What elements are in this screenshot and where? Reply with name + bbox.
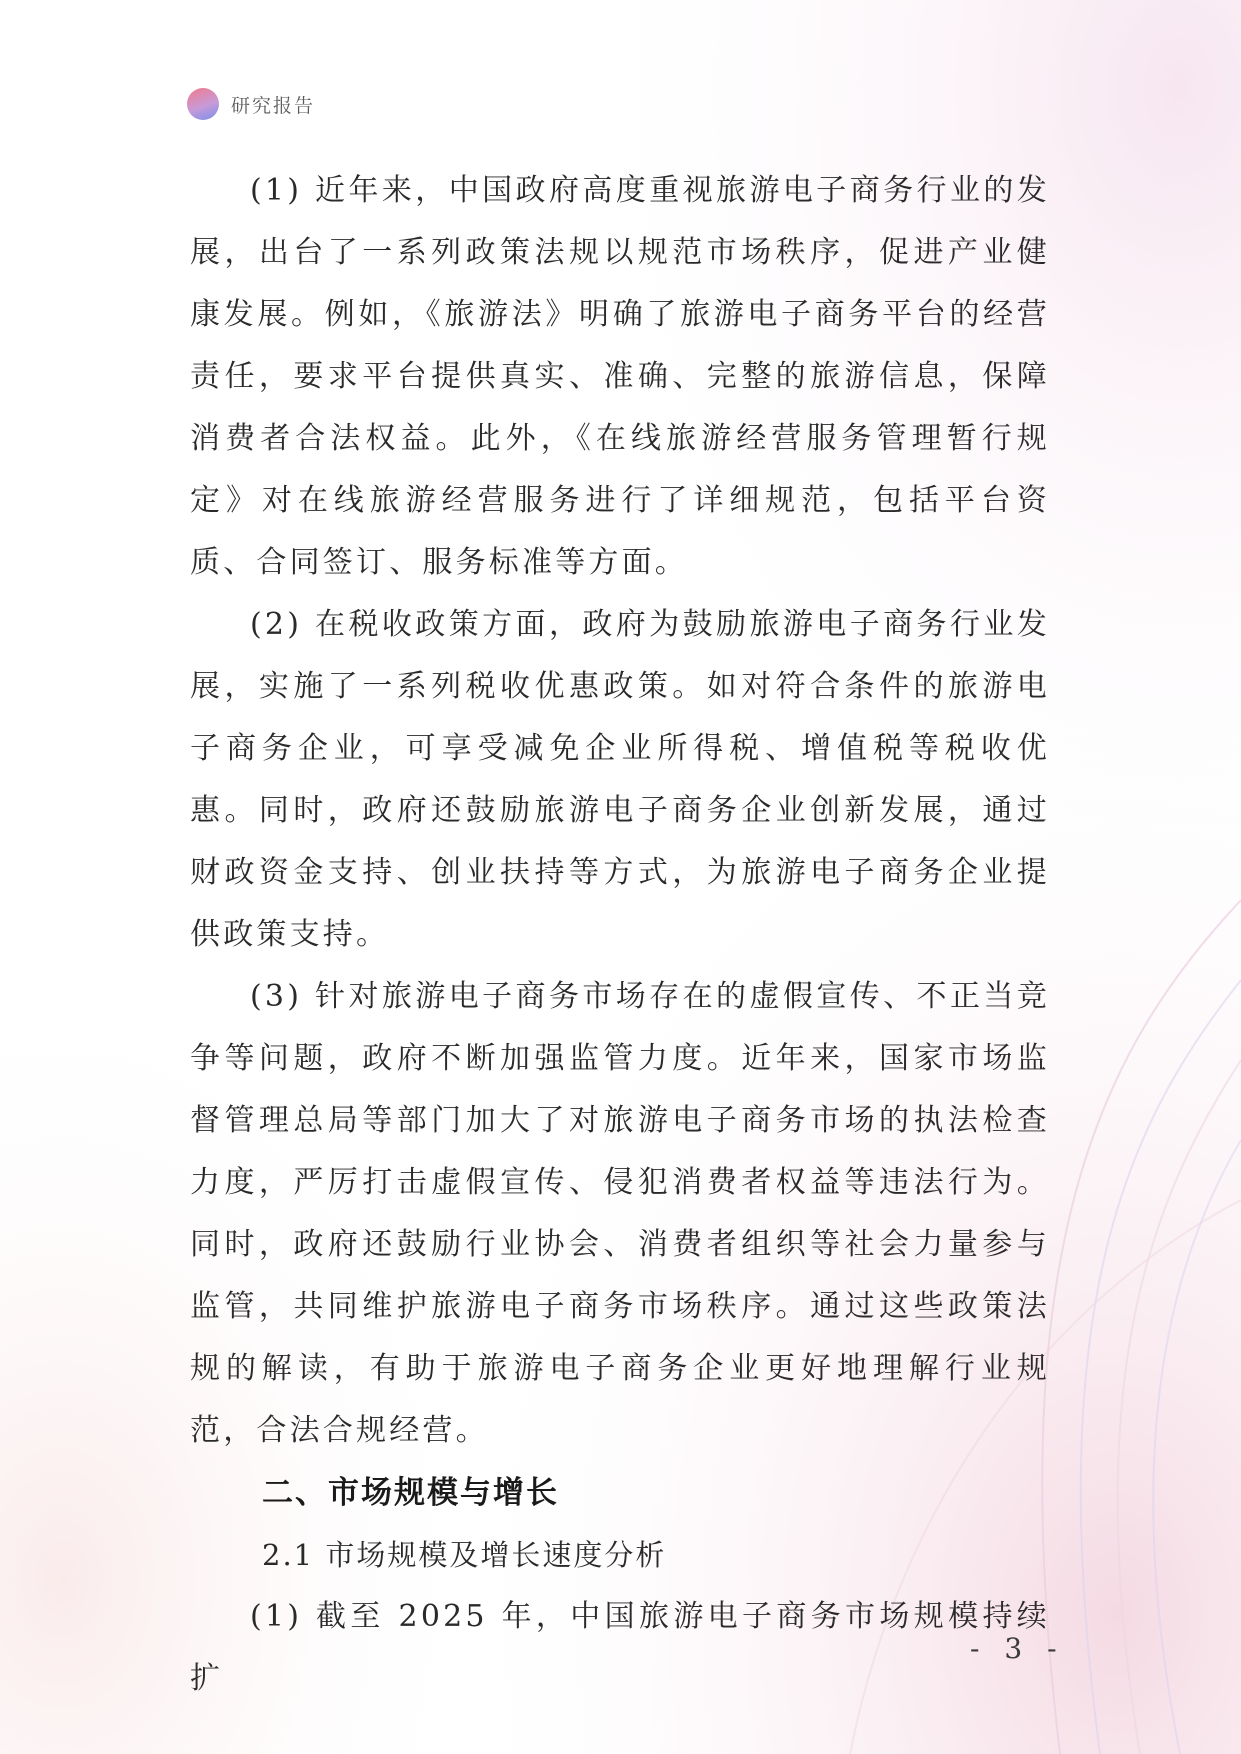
- paragraph-policy-3: (3) 针对旅游电子商务市场存在的虚假宣传、不正当竞争等问题，政府不断加强监管力度。近年来，国家市场监督管理总局等部门加大了对旅游电子商务市场的执法检查力度，严厉打击虚假宣传、侵犯消费者权益等违法行为。同时，政府还鼓励行业协会、消费者组织等社会力量参与监管，共同维护旅游电子商务市场秩序。通过这些政策法规的解读，有助于旅游电子商务企业更好地理解行业规范，合法合规经营。: [190, 979, 1050, 1448]
- page-number: - 3 -: [970, 1632, 1065, 1665]
- header-title: 研究报告: [231, 94, 316, 117]
- logo-icon: [187, 88, 219, 120]
- document-body: [190, 160, 1050, 1710]
- paragraph-market-1: (1) 截至 2025 年，中国旅游电子商务市场规模持续扩: [190, 1599, 1050, 1696]
- paragraph-policy-2: (2) 在税收政策方面，政府为鼓励旅游电子商务行业发展，实施了一系列税收优惠政策。如对符合条件的旅游电子商务企业，可享受减免企业所得税、增值税等税收优惠。同时，政府还鼓励旅游电子商务企业创新发展，通过财政资金支持、创业扶持等方式，为旅游电子商务企业提供政策支持。: [190, 607, 1050, 952]
- section-heading: 二、市场规模与增长: [262, 1475, 559, 1511]
- subsection-heading: 2.1 市场规模及增长速度分析: [262, 1538, 667, 1572]
- report-header: [187, 88, 315, 120]
- paragraph-policy-1: (1) 近年来，中国政府高度重视旅游电子商务行业的发展，出台了一系列政策法规以规范市场秩序，促进产业健康发展。例如，《旅游法》明确了旅游电子商务平台的经营责任，要求平台提供真实、准确、完整的旅游信息，保障消费者合法权益。此外，《在线旅游经营服务管理暂行规定》对在线旅游经营服务进行了详细规范，包括平台资质、合同签订、服务标准等方面。: [190, 173, 1050, 580]
